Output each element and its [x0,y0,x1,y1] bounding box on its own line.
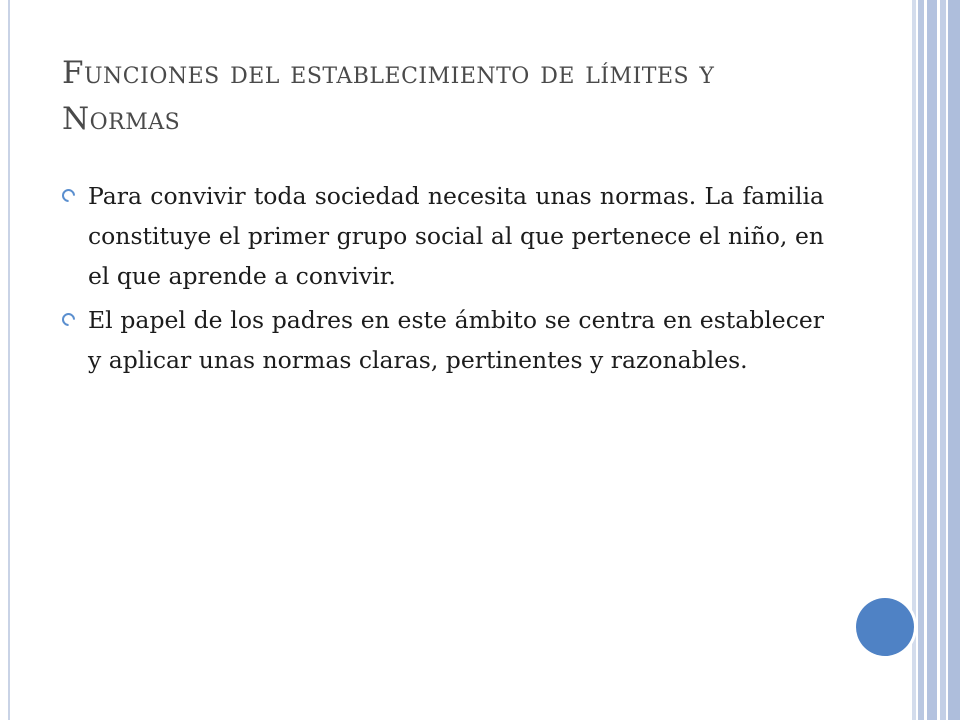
decorative-circle [856,598,914,656]
stripe [927,0,937,720]
bullet-item [62,176,824,296]
slide-title: Funciones del establecimiento de límites y Normas [62,55,715,137]
stripe [948,0,960,720]
right-decorative-stripes [912,0,960,720]
bullet-list [62,176,824,384]
bullet-text: El papel de los padres en este ámbito se centra en establecer y aplicar unas normas claras, pertinentes y razonables. [88,306,824,374]
bullet-item [62,300,824,380]
left-border-line [8,0,10,720]
bullet-ring-icon [59,186,77,204]
bullet-ring-icon [59,310,77,328]
bullet-text: Para convivir toda sociedad necesita unas normas. La familia constituye el primer grupo social al que pertenece el niño, en el que aprende a convivir. [88,182,824,290]
